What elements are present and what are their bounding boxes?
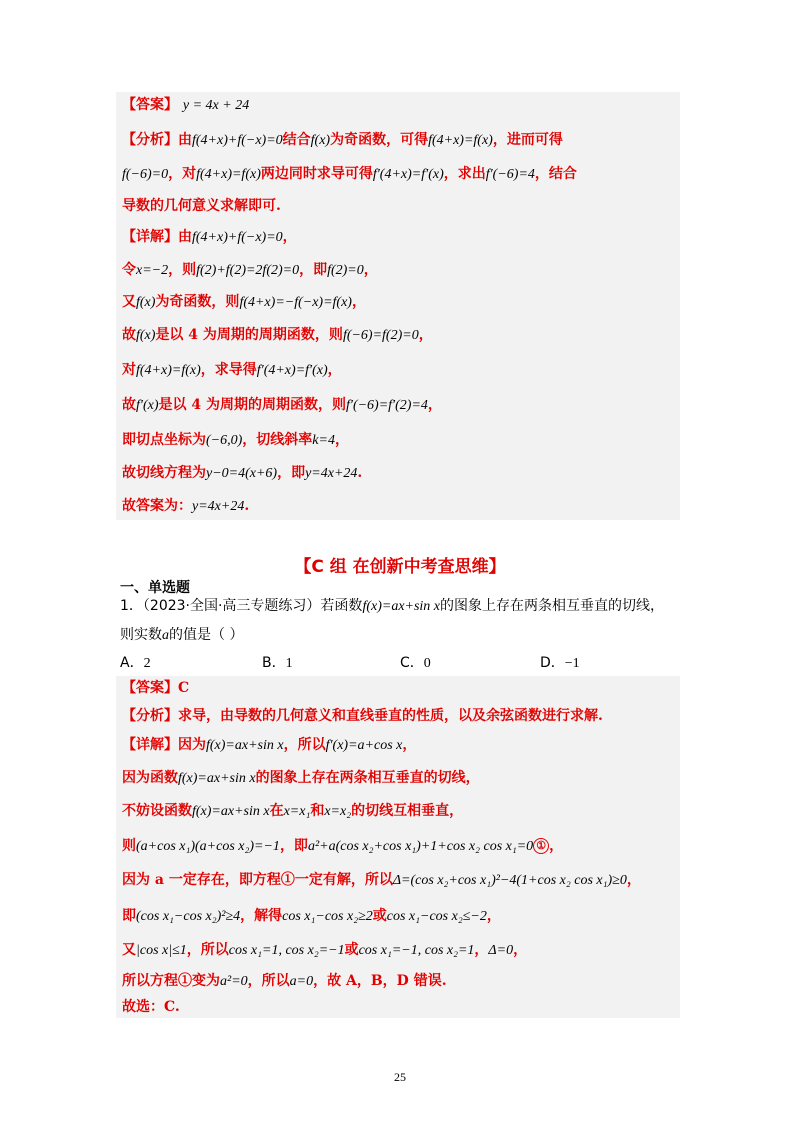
- formula: cos x₁=1, cos x₂=−1: [228, 943, 345, 958]
- formula: k=4: [312, 433, 335, 448]
- text: 为奇函数，可得: [330, 132, 429, 148]
- text: ，求出: [443, 166, 486, 182]
- text: ，结合: [534, 166, 577, 182]
- text: ，: [402, 737, 417, 753]
- formula: |cos x|≤1: [136, 943, 187, 958]
- text: ，: [334, 432, 349, 448]
- formula: f(x)=ax+sin x: [362, 599, 441, 614]
- text: 或: [372, 908, 387, 924]
- text: 又: [122, 942, 136, 958]
- question-line-2: [120, 625, 243, 646]
- text: 在: [269, 803, 284, 819]
- text: ，切线斜率: [242, 432, 313, 448]
- section-title: 【C 组 在创新中考查思维】: [294, 557, 506, 577]
- formula: (a+cos x₁)(a+cos x₂)=−1: [136, 839, 280, 854]
- text: ，: [513, 942, 528, 958]
- formula: x=x₁: [283, 804, 311, 819]
- detail-line-b3: [122, 801, 463, 822]
- formula: cos x₁−cos x₂≥2: [282, 909, 373, 924]
- answer-label: 【答案】: [122, 97, 178, 113]
- text: ，: [418, 327, 433, 343]
- text: ，: [474, 942, 489, 958]
- text: ，: [327, 362, 342, 378]
- option-value: 0: [423, 656, 431, 671]
- formula: a: [162, 628, 169, 643]
- detail-line-b1: [122, 735, 416, 756]
- text: ，: [486, 908, 501, 924]
- option-value: 2: [143, 656, 151, 671]
- detail-line-b7: [122, 940, 527, 961]
- detail-line-7: [122, 430, 349, 451]
- formula: f(4+x)=−f(−x)=f(x): [239, 295, 352, 310]
- text: ，即: [277, 465, 306, 481]
- formula: f(4+x)+f(−x)=0: [192, 230, 283, 245]
- option-label: C．: [400, 655, 424, 671]
- text: 是以 4 为周期的周期函数，则: [158, 397, 346, 413]
- text: ，求导得: [200, 362, 257, 378]
- option-d[interactable]: [540, 652, 580, 672]
- text: 因为函数: [122, 770, 178, 786]
- formula: f(−6)=0: [122, 167, 169, 182]
- text: ，: [351, 294, 366, 310]
- detail-line-b6: [122, 906, 501, 927]
- text: ，: [626, 872, 641, 888]
- formula: f′(4+x)=f′(x): [372, 167, 444, 182]
- formula: f(x)=ax+sin x: [178, 771, 256, 786]
- formula: f(x)=ax+sin x: [206, 738, 284, 753]
- formula: f(x): [136, 295, 156, 310]
- option-label: A．: [120, 655, 144, 671]
- text: ，: [282, 229, 297, 245]
- text: 则: [122, 838, 136, 854]
- detail-line-5: [122, 360, 342, 381]
- text: 的切线互相垂直，: [351, 803, 464, 819]
- detail-line-b5: [122, 870, 641, 891]
- text: ，: [427, 397, 442, 413]
- formula: f(4+x)+f(−x)=0: [192, 133, 283, 148]
- option-b[interactable]: [262, 652, 293, 672]
- detail-line-b2: [122, 768, 480, 789]
- formula: y−0=4(x+6): [206, 466, 278, 481]
- text: 所以方程①变为: [122, 973, 220, 989]
- text: 因为 a 一定存在，即方程①一定有解，所以: [122, 872, 393, 888]
- formula: f(x): [310, 133, 331, 148]
- formula: f(4+x)=f(x): [428, 133, 493, 148]
- answer-label: 【答案】: [122, 680, 178, 696]
- section-heading: 一、单选题: [120, 580, 190, 596]
- analysis-label: 【分析】: [122, 708, 178, 724]
- text: 因为: [178, 737, 206, 753]
- option-a[interactable]: [120, 652, 151, 672]
- analysis-line-b: [122, 706, 603, 726]
- detail-line-9: [122, 496, 249, 517]
- text: .: [244, 498, 250, 514]
- analysis-line-1: [122, 130, 563, 151]
- answer-value: C: [178, 680, 190, 696]
- detail-line-b9: 故选：C.: [122, 999, 180, 1015]
- detail-line-8: [122, 463, 362, 484]
- text: 的图象上存在两条相互垂直的切线，: [255, 770, 480, 786]
- detail-line-b8: [122, 971, 447, 992]
- text: 两边同时求导可得: [260, 166, 373, 182]
- text: ，进而可得: [492, 132, 563, 148]
- page-number: 25: [394, 1070, 406, 1084]
- text: 和: [310, 803, 325, 819]
- question-line-1: [120, 596, 664, 617]
- text: 即: [122, 908, 136, 924]
- text: .: [357, 465, 363, 481]
- text: 由: [178, 132, 192, 148]
- text: 对: [122, 362, 136, 378]
- text: 求导，由导数的几何意义和直线垂直的性质，以及余弦函数进行求解.: [178, 708, 603, 724]
- formula: a²+a(cos x₂+cos x₁)+1+cos x₂ cos x₁=0: [307, 839, 534, 854]
- detail-line-b4: [122, 836, 563, 857]
- text: ，所以: [247, 973, 290, 989]
- text: 故切线方程为: [122, 465, 206, 481]
- formula: (cos x₁−cos x₂)²≥4: [136, 909, 241, 924]
- formula: f′(−6)=4: [485, 167, 535, 182]
- formula: f(2)+f(2)=2f(2)=0: [196, 263, 300, 278]
- text: 故: [122, 397, 136, 413]
- text: ，解得: [240, 908, 283, 924]
- text: 结合: [282, 132, 311, 148]
- formula: f(x): [136, 328, 156, 343]
- analysis-line-3: 导数的几何意义求解即可.: [122, 198, 281, 214]
- formula: y=4x+24: [192, 499, 245, 514]
- text: 又: [122, 294, 136, 310]
- formula: (−6,0): [206, 433, 243, 448]
- formula: x=x₂: [324, 804, 352, 819]
- answer-line-1: [122, 95, 249, 116]
- answer-line-2: [122, 678, 189, 698]
- detail-line-1: [122, 227, 297, 248]
- formula: f(x)=ax+sin x: [192, 804, 270, 819]
- formula: f(−6)=f(2)=0: [342, 328, 419, 343]
- option-value: 1: [285, 656, 293, 671]
- formula: cos x₁−cos x₂≤−2: [386, 909, 487, 924]
- text: ，即: [299, 262, 328, 278]
- circled-one: ①: [533, 838, 549, 854]
- text: 即切点坐标为: [122, 432, 206, 448]
- formula: x=−2: [136, 263, 169, 278]
- formula: f(4+x)=f(x): [136, 363, 201, 378]
- formula: a²=0: [220, 974, 248, 989]
- formula: f′(x)=a+cos x: [325, 738, 403, 753]
- option-c[interactable]: [400, 652, 431, 672]
- text: 则实数: [120, 627, 162, 643]
- text: ，: [363, 262, 378, 278]
- text: ，则: [168, 262, 197, 278]
- text: 的图象上存在两条相互垂直的切线，: [440, 598, 665, 614]
- text: 或: [344, 942, 359, 958]
- analysis-label: 【分析】: [122, 132, 178, 148]
- formula: Δ=0: [488, 943, 514, 958]
- option-value: −1: [564, 656, 580, 671]
- text: ，: [549, 838, 564, 854]
- text: ，所以: [186, 942, 229, 958]
- text: ，对: [168, 166, 197, 182]
- formula: Δ=(cos x₂+cos x₁)²−4(1+cos x₂ cos x₁)≥0: [392, 873, 627, 888]
- detail-label: 【详解】: [122, 737, 178, 753]
- formula: f(4+x)=f(x): [196, 167, 261, 182]
- option-label: D．: [540, 655, 565, 671]
- text: 不妨设函数: [122, 803, 192, 819]
- formula: f′(4+x)=f′(x): [256, 363, 328, 378]
- text: 令: [122, 262, 136, 278]
- option-label: B．: [262, 655, 286, 671]
- formula: f′(−6)=f′(2)=4: [346, 398, 428, 413]
- text: 为奇函数，则: [155, 294, 240, 310]
- text: 故: [122, 327, 136, 343]
- formula: a=0: [289, 974, 314, 989]
- detail-label: 【详解】: [122, 229, 178, 245]
- detail-line-6: [122, 395, 442, 416]
- formula: cos x₁=−1, cos x₂=1: [358, 943, 475, 958]
- detail-line-4: [122, 325, 433, 346]
- detail-line-2: [122, 260, 378, 281]
- formula: y=4x+24: [305, 466, 358, 481]
- text: ，故 A，B，D 错误.: [313, 973, 447, 989]
- text: 故答案为：: [122, 498, 192, 514]
- text: 由: [178, 229, 192, 245]
- text: 1．（2023·全国·高三专题练习）若函数: [120, 598, 363, 614]
- text: ，即: [279, 838, 308, 854]
- text: 的值是（ ）: [169, 627, 244, 643]
- analysis-line-2: [122, 164, 577, 185]
- formula: f(2)=0: [327, 263, 364, 278]
- formula: f′(x): [136, 398, 159, 413]
- text: ，所以: [283, 737, 326, 753]
- answer-value: y = 4x + 24: [182, 98, 250, 113]
- text: 是以 4 为周期的周期函数，则: [155, 327, 343, 343]
- detail-line-3: [122, 292, 366, 313]
